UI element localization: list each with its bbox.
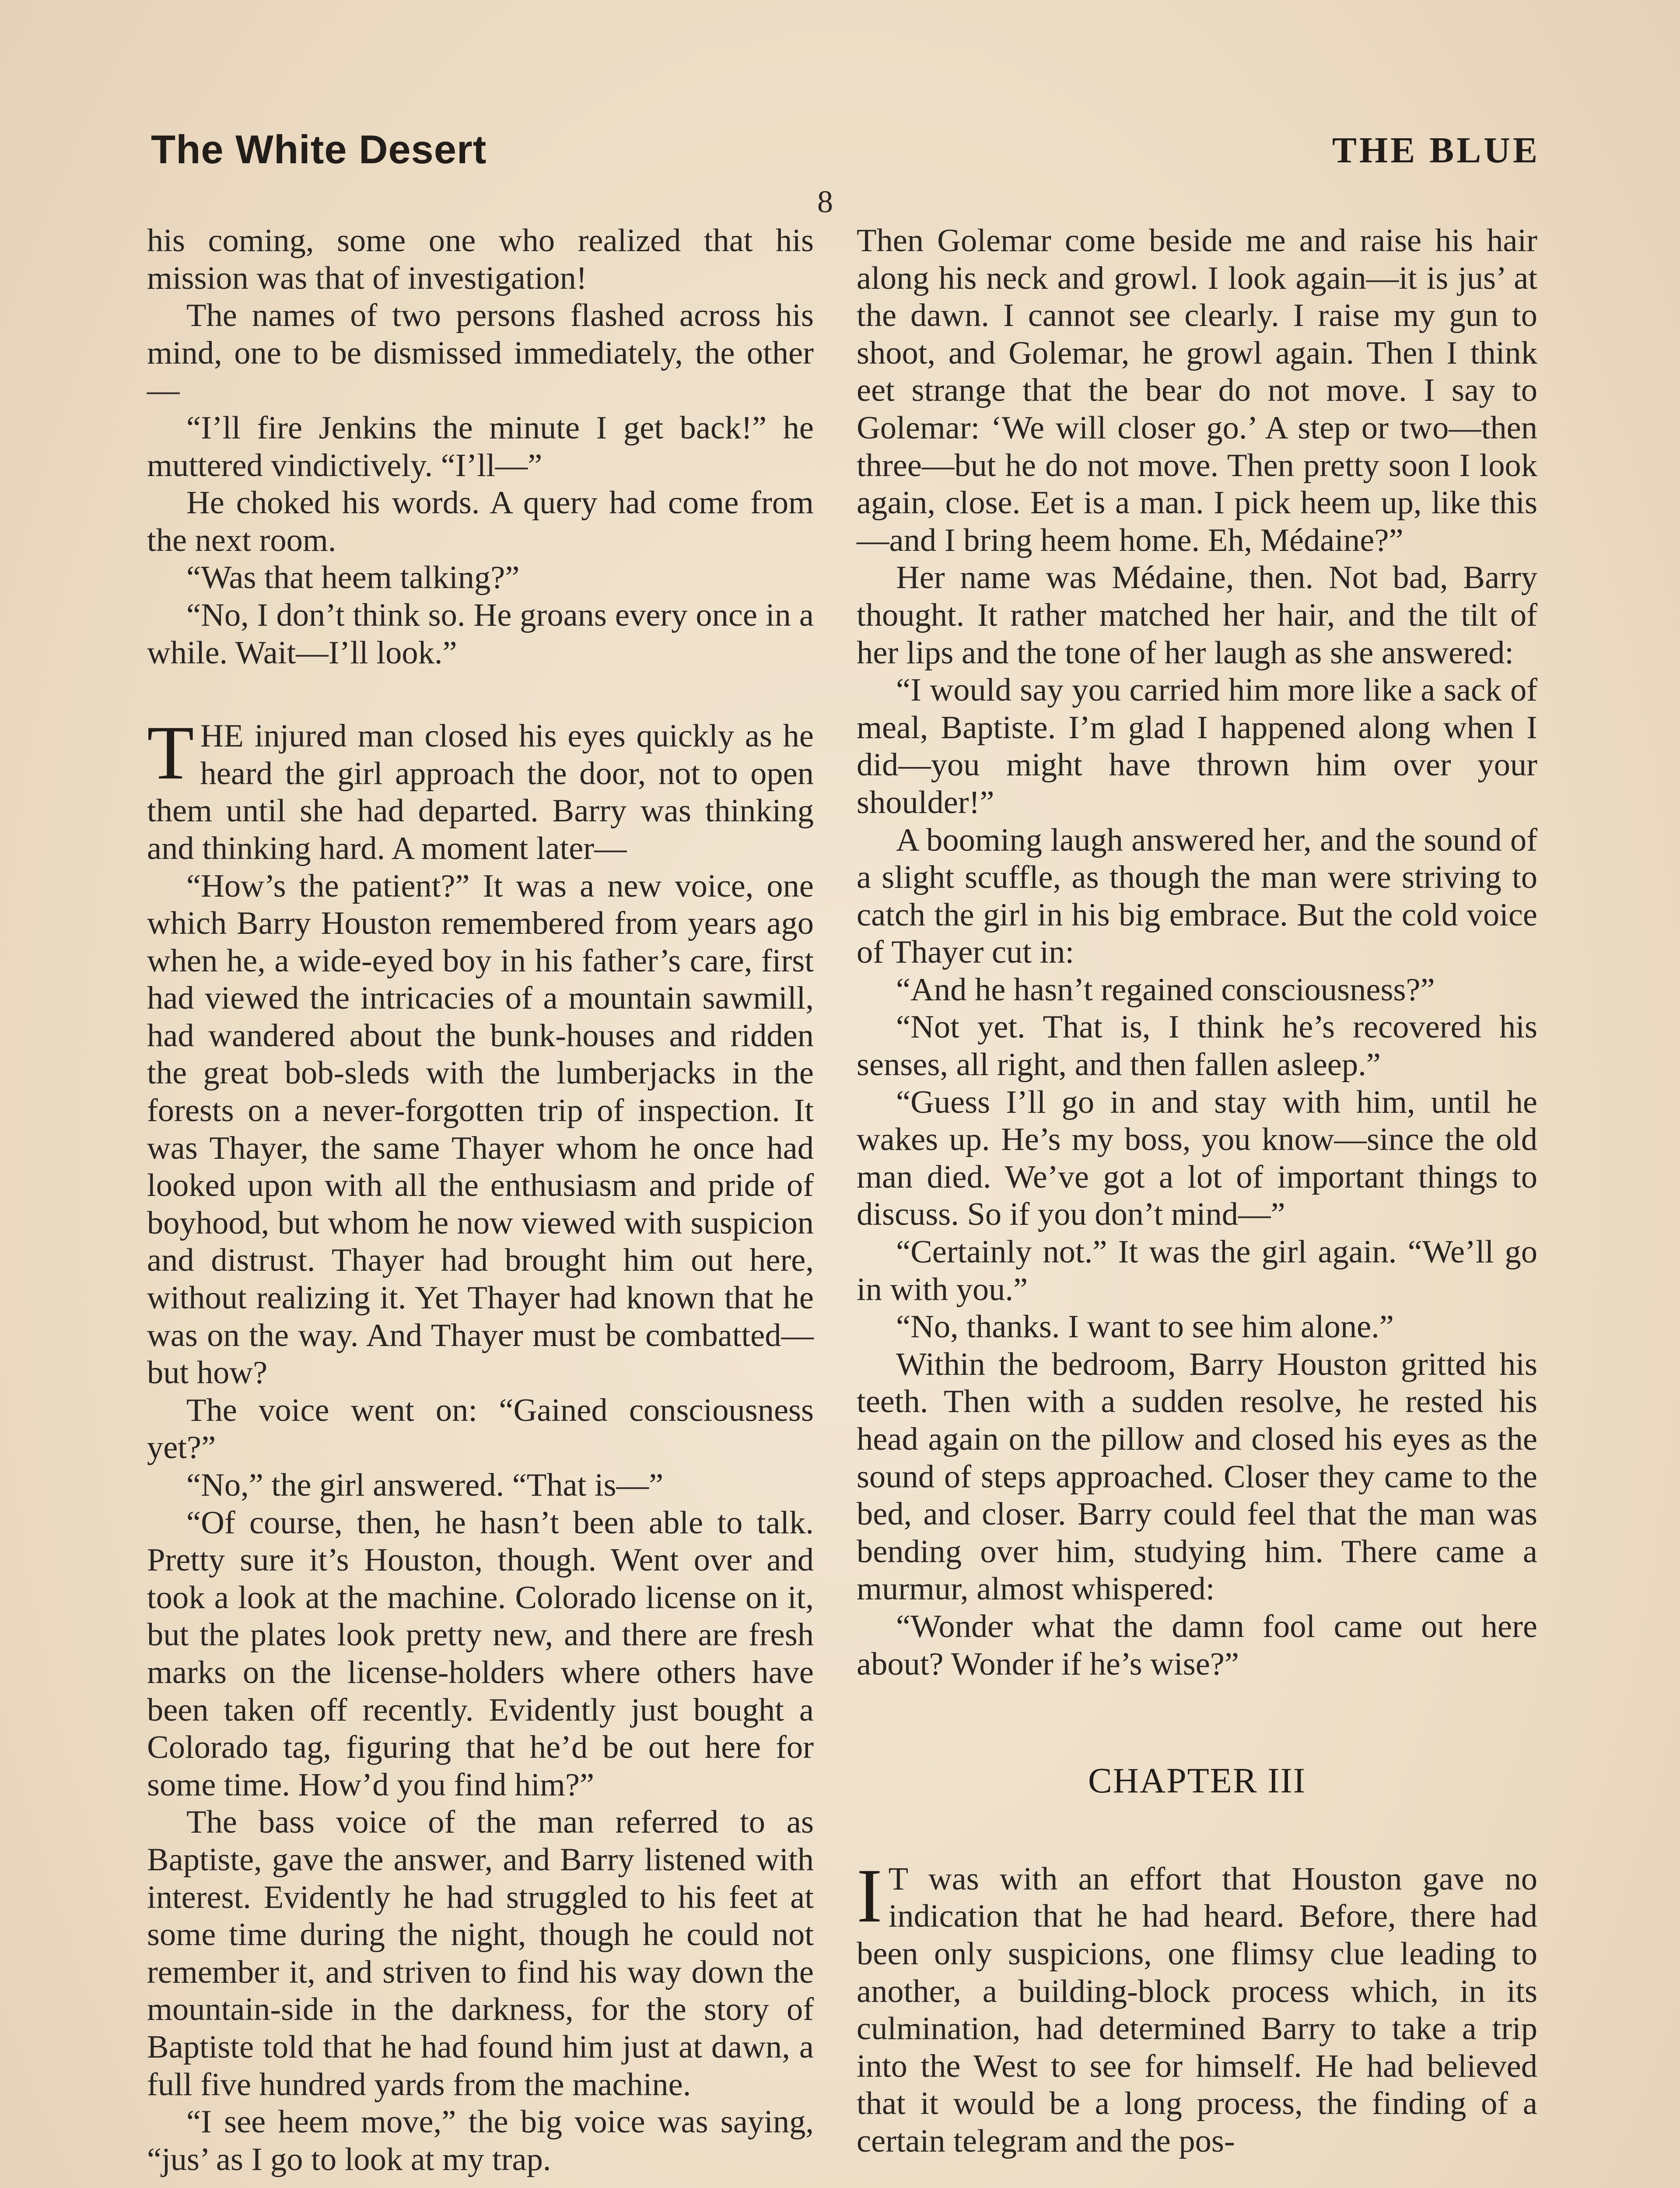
paragraph: “Of course, then, he hasn’t been able to talk. Pretty sure it’s Houston, though. Went over and took a look at the machine. Colorado license on it, but the plates look pretty new, and there are fresh marks on the license-holders where others have been taken off recently. Evidently just bought a Colorado tag, figuring that he’d be out here for some time. How’d you find him?” — [147, 1504, 814, 1803]
paragraph: “Wonder what the damn fool came out here about? Wonder if he’s wise?” — [857, 1608, 1537, 1682]
chapter-heading: CHAPTER III — [1088, 1760, 1306, 1801]
paragraph: “Guess I’ll go in and stay with him, until he wakes up. He’s my boss, you know—since the old man died. We’ve got a lot of important things to discuss. So if you don’t mind—” — [857, 1084, 1537, 1233]
drop-cap: T — [147, 710, 194, 796]
drop-cap: I — [857, 1853, 882, 1939]
paragraph: The bass voice of the man referred to as Baptiste, gave the answer, and Barry listened with interest. Evidently he had struggled to his feet at some time during the night, though he could not remember it, and striven to find his way down the mountain-side in the darkness, for the story of Baptiste told that he had found him just at dawn, a full five hundred yards from the machine. — [147, 1804, 814, 2103]
chapter-opening-paragraph — [857, 1853, 1537, 2160]
running-head-magazine: THE BLUE — [1332, 130, 1540, 171]
paragraph: He choked his words. A query had come from the next room. — [147, 485, 814, 558]
paragraph: A booming laugh answered her, and the sound of a slight scuffle, as though the man were striving to catch the girl in his big embrace. But the cold voice of Thayer cut in: — [857, 822, 1537, 971]
section-break-paragraph — [147, 710, 814, 867]
paragraph: “How’s the patient?” It was a new voice, one which Barry Houston remembered from years ago when he, a wide-eyed boy in his father’s care, first had viewed the intricacies of a mountain sawmill, had wandered about the bunk-houses and ridden the great bob-sleds with the lumberjacks in the forests on a never-forgotten trip of inspection. It was Thayer, the same Thayer whom he once had looked upon with all the enthusiasm and pride of boyhood, but whom he now viewed with suspicion and distrust. Thayer had brought him out here, without realizing it. Yet Thayer had known that he was on the way. And Thayer must be combatted—but how? — [147, 868, 814, 1391]
paragraph: “No,” the girl answered. “That is—” — [186, 1467, 664, 1503]
paragraph: “No, thanks. I want to see him alone.” — [896, 1309, 1394, 1345]
paragraph: “And he hasn’t regained consciousness?” — [896, 971, 1435, 1008]
paragraph: Within the bedroom, Barry Houston gritted his teeth. Then with a sudden resolve, he rested his head again on the pillow and closed his eyes as the sound of steps approached. Closer they came to the bed, and closer. Barry could feel that the man was bending over him, studying him. There came a murmur, almost whispered: — [857, 1346, 1537, 1607]
paragraph: “I’ll fire Jenkins the minute I get back!” he muttered vindictively. “I’ll—” — [147, 410, 814, 484]
paragraph: “I see heem move,” the big voice was saying, “jus’ as I go to look at my trap. — [147, 2104, 814, 2177]
paragraph: “I would say you carried him more like a sack of meal, Baptiste. I’m glad I happened along when I did—you might have thrown him over your shoulder!” — [857, 672, 1537, 820]
page-number: 8 — [817, 184, 833, 219]
paragraph: “Was that heem talking?” — [186, 560, 520, 596]
paragraph: Then Golemar come beside me and raise his hair along his neck and growl. I look again—it is jus’ at the dawn. I cannot see clearly. I raise my gun to shoot, and Golemar, he growl again. Then I think eet strange that the bear do not move. I say to Golemar: ‘We will closer go.’ A step or two—then three—but he do not move. Then pretty soon I look again, close. Eet is a man. I pick heem up, like this—and I bring heem home. Eh, Médaine?” — [857, 223, 1537, 558]
paragraph: his coming, some one who realized that his mission was that of investigation! — [147, 223, 814, 296]
paragraph: “No, I don’t think so. He groans every once in a while. Wait—I’ll look.” — [147, 597, 814, 671]
paragraph: The names of two persons flashed across his mind, one to be dismissed immediately, the other— — [147, 298, 814, 409]
left-column — [147, 222, 814, 2178]
paragraph: “Certainly not.” It was the girl again. “We’ll go in with you.” — [857, 1234, 1537, 1308]
paragraph-text: HE injured man closed his eyes quickly as he heard the girl approach the door, not to open them until she had departed. Barry was thinking and thinking hard. A moment later— — [147, 718, 814, 866]
running-head-title: The White Desert — [151, 127, 487, 172]
right-column — [857, 222, 1537, 2160]
paragraph: The voice went on: “Gained consciousness yet?” — [147, 1392, 814, 1466]
paragraph-text: T was with an effort that Houston gave no indication that he had heard. Before, there had been only suspicions, one flimsy clue leading to another, a building-block process which, in its culmination, had determined Barry to take a trip into the West to see for himself. He had believed that it would be a long process, the finding of a certain telegram and the pos- — [857, 1861, 1537, 2159]
paragraph: “Not yet. That is, I think he’s recovered his senses, all right, and then fallen asleep.” — [857, 1009, 1537, 1083]
paragraph: Her name was Médaine, then. Not bad, Barry thought. It rather matched her hair, and the tilt of her lips and the tone of her laugh as she answered: — [857, 560, 1537, 671]
